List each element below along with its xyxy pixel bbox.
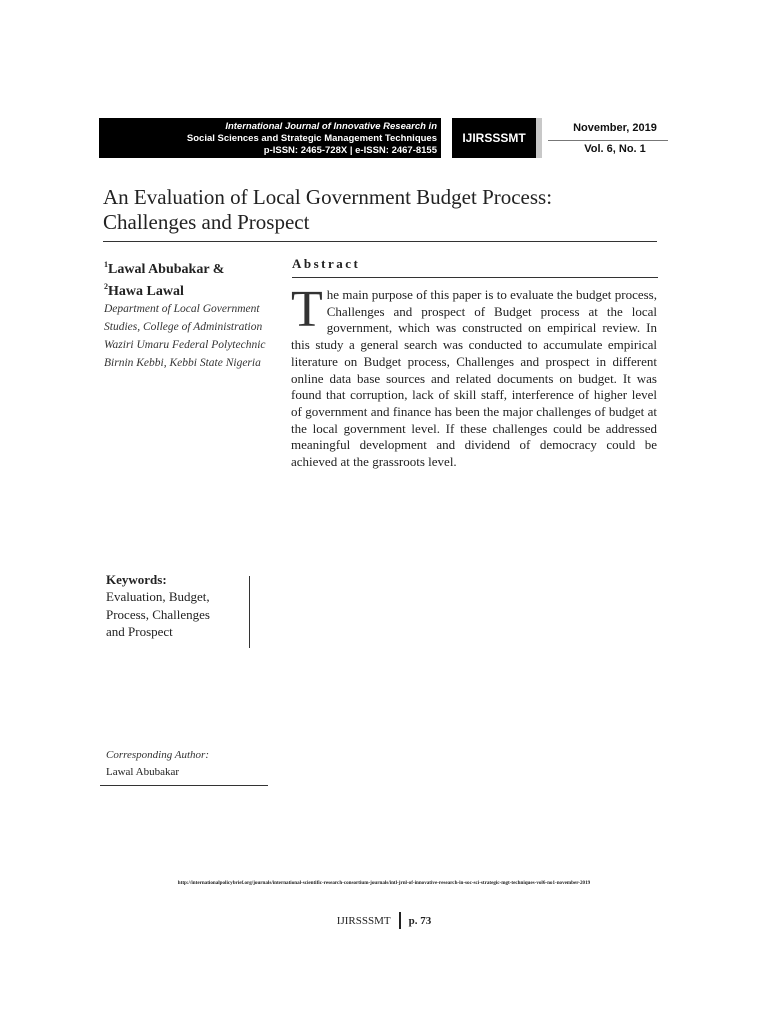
corresponding-author-rule <box>100 785 268 786</box>
abstract-dropcap: T <box>291 281 323 338</box>
abstract-body <box>291 281 657 471</box>
affiliation-line: Birnin Kebbi, Kebbi State Nigeria <box>104 357 261 369</box>
journal-abbreviation-badge <box>452 118 542 158</box>
title-rule <box>103 241 657 242</box>
keywords-block <box>106 572 246 641</box>
keywords-heading: Keywords: <box>106 572 167 587</box>
keywords-line: Evaluation, Budget, <box>106 589 210 604</box>
page-number: p. 73 <box>408 914 432 927</box>
page-footer <box>0 912 768 929</box>
issue-date: November, 2019 <box>573 122 657 134</box>
corresponding-author-label: Corresponding Author: <box>106 749 209 761</box>
issue-volume: Vol. 6, No. 1 <box>584 143 646 155</box>
corresponding-author-name: Lawal Abubakar <box>106 766 179 778</box>
journal-url[interactable]: http://internationalpolicybrief.org/journals/international-scientific-research-consortium-journals/intl-jrnl-of-innovative-research-in-soc-sci-strategic-mgt-techniques-vol6-no1-november-2019 <box>177 880 591 886</box>
journal-banner <box>99 118 441 158</box>
paper-title-line2: Challenges and Prospect <box>103 210 310 234</box>
journal-name-line1: International Journal of Innovative Research in <box>225 121 437 132</box>
author-block <box>104 256 286 372</box>
abstract-rule <box>292 277 658 278</box>
journal-name-line2: Social Sciences and Strategic Management Techniques <box>186 133 437 144</box>
footer-divider <box>399 912 401 929</box>
abstract-text: he main purpose of this paper is to evaluate the budget process, Challenges and prospect of Budget process at the local government, which was constructed on empirical review. In this study a general search was conducted to accumulate empirical literature on Budget process, Challenges and prospect in different online data base sources and related documents on budget. It was found that corruption, lack of skill staff, interference of higher level of government and finance has been the major challenges of budget at the local government level. If these challenges could be addressed meaningful development and dividend of democracy could be achieved at the grassroots level. <box>291 287 657 470</box>
keywords-line: Process, Challenges <box>106 606 210 622</box>
keywords-rule <box>249 576 250 648</box>
journal-abbreviation: IJIRSSSMT <box>462 131 526 145</box>
author-1 <box>104 256 286 278</box>
affiliation-line: Waziri Umaru Federal Polytechnic <box>104 339 266 351</box>
affiliation <box>104 300 286 372</box>
corresponding-author-block <box>106 747 276 780</box>
affiliation-line: Studies, College of Administration <box>104 321 263 333</box>
journal-issn: p-ISSN: 2465-728X | e-ISSN: 2467-8155 <box>263 145 437 156</box>
keywords-line: and Prospect <box>106 624 173 639</box>
paper-title-line1: An Evaluation of Local Government Budget Process: <box>103 185 553 209</box>
author-1-sup: 1 <box>104 260 108 269</box>
author-2-name: Hawa Lawal <box>108 284 184 299</box>
abstract-heading: Abstract <box>292 256 361 271</box>
author-1-name: Lawal Abubakar & <box>108 262 225 277</box>
paper-title <box>103 185 663 235</box>
keywords-list <box>106 588 246 641</box>
author-2-sup: 2 <box>104 282 108 291</box>
author-2 <box>104 278 286 300</box>
affiliation-line: Department of Local Government <box>104 303 260 315</box>
footer-journal-abbreviation: IJIRSSSMT <box>336 914 391 927</box>
